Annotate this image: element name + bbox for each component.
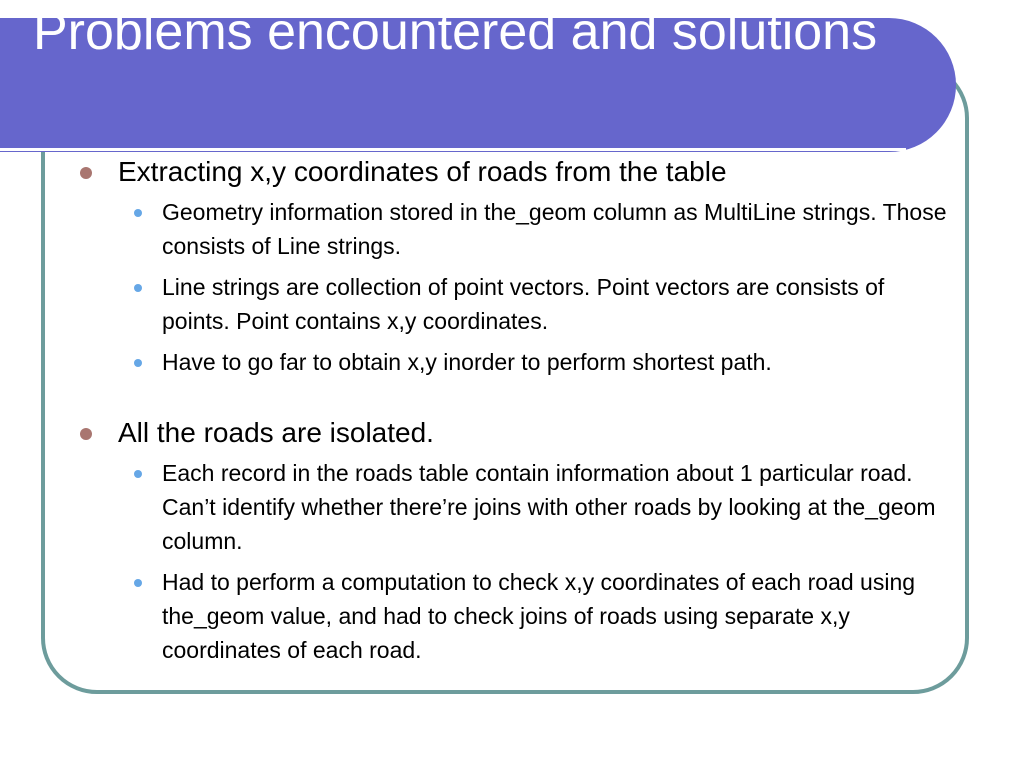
bullet-item (78, 152, 958, 379)
sub-bullet-text: Each record in the roads table contain information about 1 particular road. Can’t identify whether there’re joins with other roads by looking at the_geom column. (162, 460, 936, 554)
sub-bullet-text: Geometry information stored in the_geom column as MultiLine strings. Those consists of Line strings. (162, 199, 947, 259)
sub-bullet-item (118, 270, 958, 338)
sub-bullet-list (118, 456, 958, 667)
bullet-dot-icon (80, 428, 92, 440)
sub-bullet-dot-icon (134, 209, 142, 217)
sub-bullet-item (118, 456, 958, 558)
bullet-text: Extracting x,y coordinates of roads from the table (118, 156, 727, 187)
sub-bullet-dot-icon (134, 284, 142, 292)
sub-bullet-list (118, 195, 958, 379)
bullet-list (78, 152, 958, 674)
sub-bullet-dot-icon (134, 579, 142, 587)
slide-title: Problems encountered and solutions (33, 3, 878, 61)
sub-bullet-item (118, 565, 958, 667)
sub-bullet-text: Had to perform a computation to check x,y coordinates of each road using the_geom value, and had to check joins of roads using separate x,y coordinates of each road. (162, 569, 916, 663)
bullet-text: All the roads are isolated. (118, 417, 434, 448)
bullet-item (78, 413, 958, 667)
sub-bullet-item (118, 195, 958, 263)
title-underline (0, 148, 906, 151)
sub-bullet-text: Line strings are collection of point vectors. Point vectors are consists of points. Point contains x,y coordinates. (162, 274, 885, 334)
sub-bullet-dot-icon (134, 470, 142, 478)
sub-bullet-text: Have to go far to obtain x,y inorder to perform shortest path. (162, 349, 772, 375)
bullet-dot-icon (80, 167, 92, 179)
sub-bullet-dot-icon (134, 359, 142, 367)
sub-bullet-item (118, 345, 958, 379)
